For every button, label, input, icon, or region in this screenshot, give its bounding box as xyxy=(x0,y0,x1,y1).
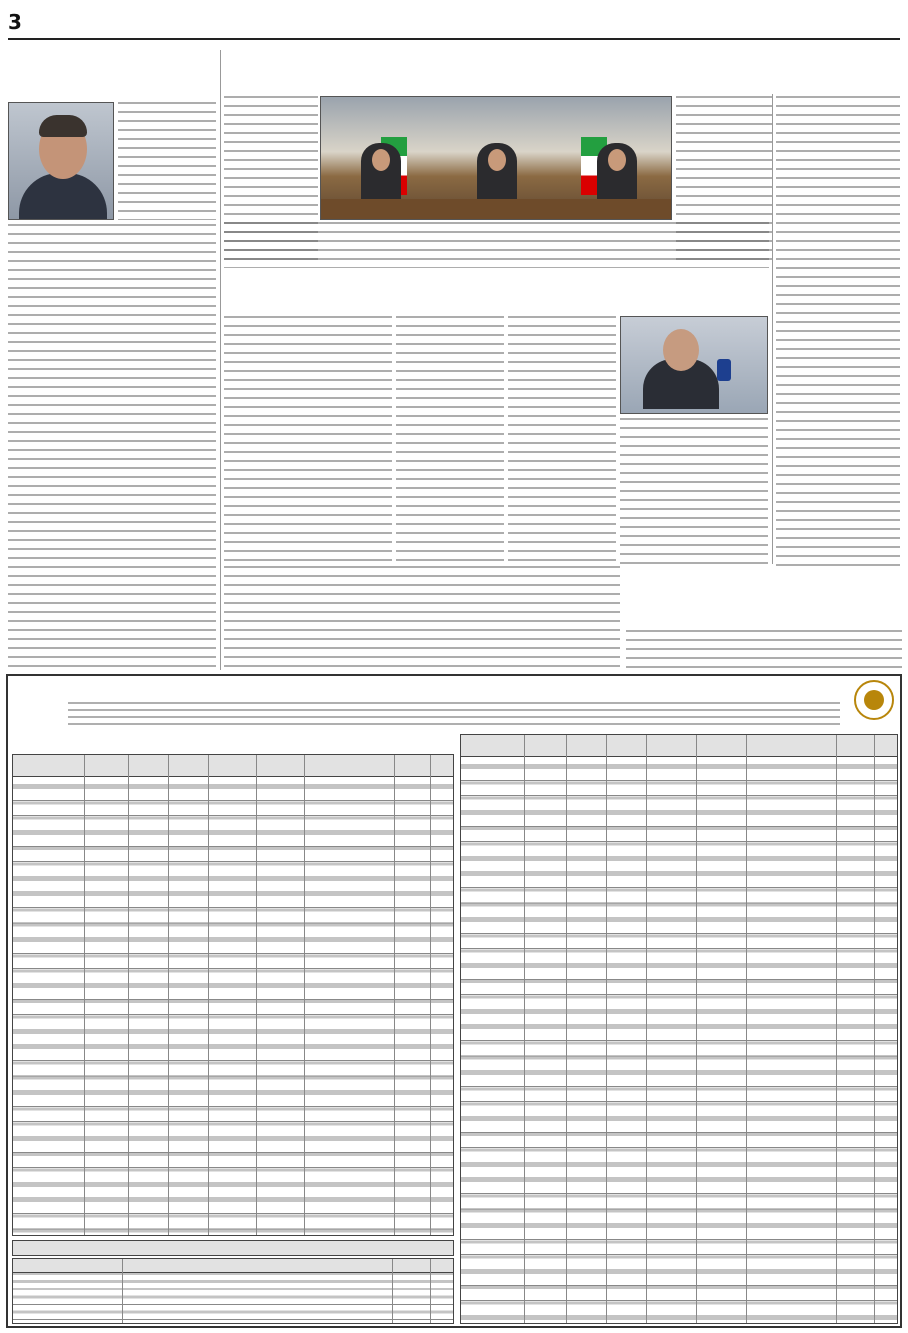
table-rows xyxy=(13,1275,453,1323)
sub-story-body-col-1 xyxy=(620,418,768,564)
column-body xyxy=(8,224,216,670)
auction-advertisement xyxy=(6,674,902,1328)
sub-story-body-col-3 xyxy=(396,316,504,564)
column-rule xyxy=(772,94,773,564)
property-table-left xyxy=(12,754,454,1236)
sub-story-body-col-2 xyxy=(508,316,616,564)
table-header xyxy=(13,1259,453,1273)
person-head xyxy=(372,149,390,171)
table-header xyxy=(13,755,453,777)
main-story-body-col-1 xyxy=(776,96,900,566)
person-hair xyxy=(39,115,87,137)
table-header xyxy=(461,735,897,757)
person-head xyxy=(663,329,699,371)
microphone-icon xyxy=(717,359,731,381)
person-head xyxy=(608,149,626,171)
column-rule xyxy=(220,50,221,670)
person-figure xyxy=(19,173,107,220)
page-number: 3 xyxy=(8,10,22,34)
column-body-beside-photo xyxy=(118,102,216,220)
property-table-right xyxy=(460,734,898,1324)
person-head xyxy=(488,149,506,171)
table-rows xyxy=(13,781,453,1235)
meeting-table xyxy=(321,199,671,219)
meeting-photo xyxy=(320,96,672,220)
minister-photo xyxy=(620,316,768,414)
movable-goods-table xyxy=(12,1258,454,1324)
table-rows xyxy=(461,761,897,1323)
movable-section-title xyxy=(12,1240,454,1256)
main-story-body-below-photo xyxy=(224,222,769,268)
side-story-body xyxy=(626,630,902,670)
bank-logo-icon xyxy=(854,680,894,720)
auction-intro xyxy=(68,702,840,726)
masthead xyxy=(8,6,900,40)
sub-story-body-bottom xyxy=(224,566,620,670)
author-photo xyxy=(8,102,114,220)
sub-story-body-col-4 xyxy=(224,316,392,564)
